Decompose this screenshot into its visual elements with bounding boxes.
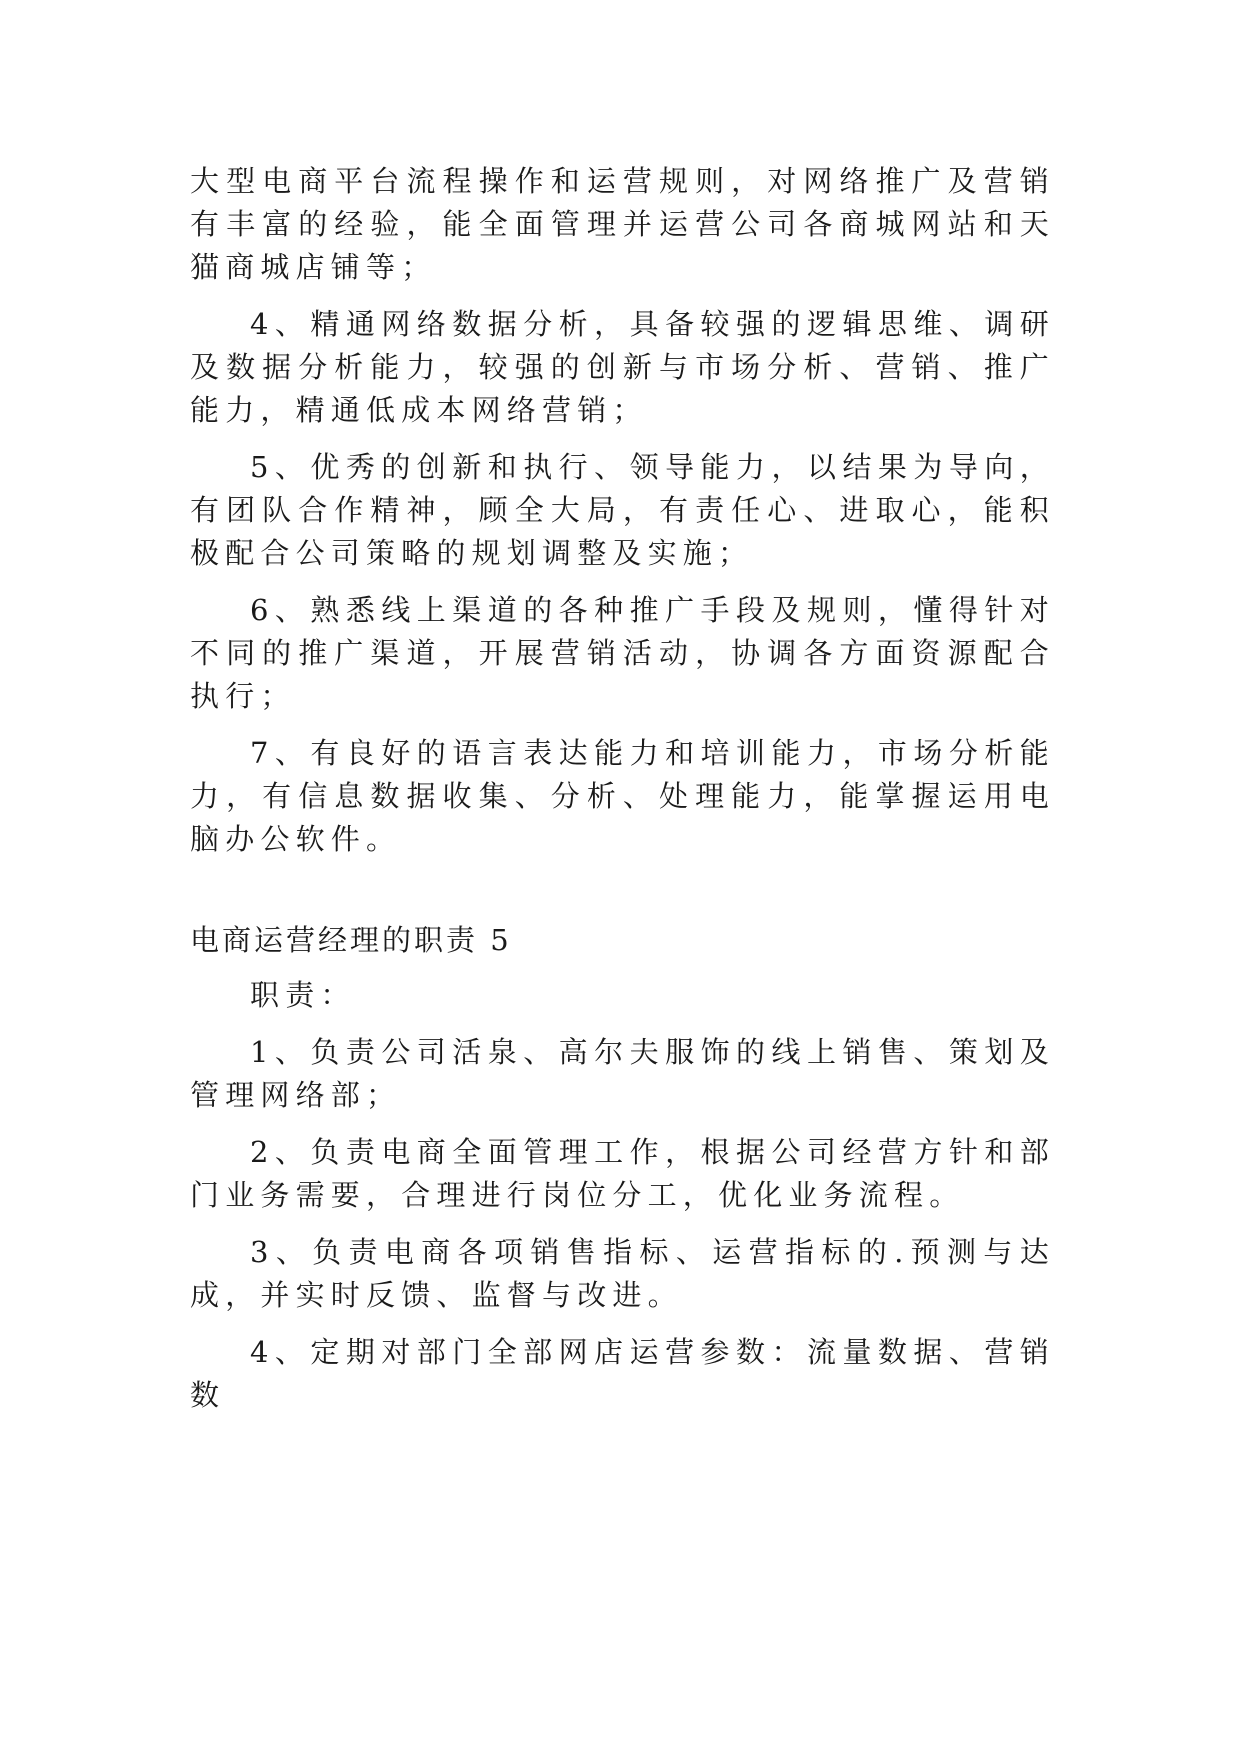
section-title: 电商运营经理的职责 5	[190, 923, 512, 957]
requirement-item-7: 7、有良好的语言表达能力和培训能力，市场分析能力，有信息数据收集、分析、处理能力，能掌握运用电脑办公软件。	[190, 736, 1055, 856]
duty-item-4: 4、定期对部门全部网店运营参数：流量数据、营销数	[190, 1335, 1055, 1412]
duty-item-1: 1、负责公司活泉、高尔夫服饰的线上销售、策划及管理网络部；	[190, 1035, 1055, 1112]
requirement-item-5: 5、优秀的创新和执行、领导能力，以结果为导向，有团队合作精神，顾全大局，有责任心、进取心，能积极配合公司策略的规划调整及实施；	[190, 450, 1055, 570]
requirement-item-6: 6、熟悉线上渠道的各种推广手段及规则，懂得针对不同的推广渠道，开展营销活动，协调各方面资源配合执行；	[190, 593, 1055, 713]
duty-item-3: 3、负责电商各项销售指标、运营指标的.预测与达成，并实时反馈、监督与改进。	[190, 1235, 1055, 1312]
duty-item-2: 2、负责电商全面管理工作，根据公司经营方针和部门业务需要，合理进行岗位分工，优化业务流程。	[190, 1135, 1055, 1212]
continuation-paragraph: 大型电商平台流程操作和运营规则，对网络推广及营销有丰富的经验，能全面管理并运营公司各商城网站和天猫商城店铺等；	[190, 164, 1055, 284]
duties-label: 职责：	[250, 978, 356, 1012]
document-body	[190, 160, 1055, 1431]
requirement-item-4: 4、精通网络数据分析，具备较强的逻辑思维、调研及数据分析能力，较强的创新与市场分析、营销、推广能力，精通低成本网络营销；	[190, 307, 1055, 427]
